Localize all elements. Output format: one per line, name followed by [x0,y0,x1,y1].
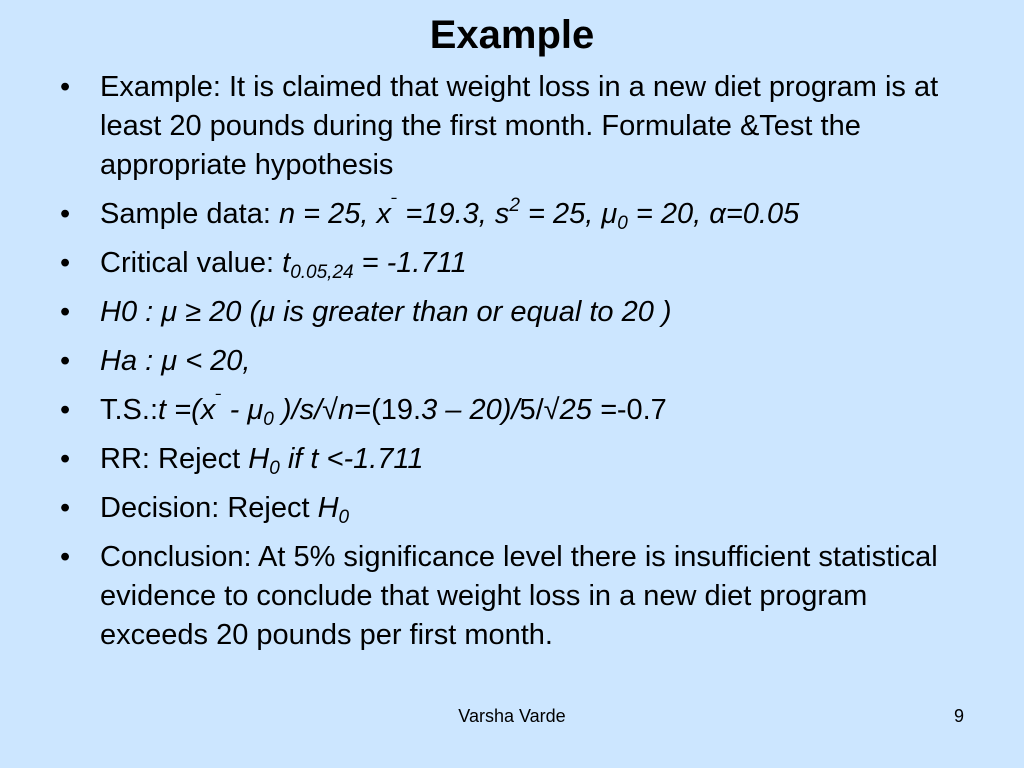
sample-s: = 25, μ [519,198,618,230]
t-subscript: 0.05,24 [290,262,354,283]
critical-value: = -1.711 [353,247,467,279]
bullet-label: Decision: Reject [100,492,318,524]
page-number: 9 [953,706,964,726]
bullet-label: RR: Reject [100,443,249,475]
sample-mean: =19.3, s [397,198,510,230]
ts-part-c: )/s/√n [273,394,355,426]
mu-subscript: 0 [263,409,274,430]
ts-part-b: - μ [221,394,264,426]
h-symbol: H [317,492,339,524]
bullet-item-example [56,68,976,185]
bullet-item-alt-hypothesis [56,342,976,381]
bullet-item-decision [56,489,976,528]
bullet-text: Example: It is claimed that weight loss in a new diet program is at least 20 pounds during the first month. Formulate &Test the appropriate hypothesis [100,71,939,181]
bullet-item-sample-data [56,195,976,234]
bullet-item-rejection-region [56,440,976,479]
bullet-icon: • [60,71,71,103]
bullet-label: Critical value: [100,247,283,279]
bullet-item-critical-value [56,244,976,283]
rr-rest: if t <-1.711 [279,443,424,475]
ts-part-h: -0.7 [616,394,667,426]
sample-n: n = 25, x [278,198,392,230]
bullet-item-conclusion [56,538,976,655]
sample-rest: = 20, α=0.05 [627,198,800,230]
h-subscript: 0 [269,458,280,479]
xbar-mark: ˉ [391,195,398,216]
bullet-item-test-statistic [56,391,976,430]
bullet-icon: • [60,541,71,573]
bullet-icon: • [60,443,71,475]
bullet-item-null-hypothesis [56,293,976,332]
ts-part-d: =(19. [354,394,422,426]
bullet-icon: • [60,247,71,279]
bullet-text: Ha : μ < 20, [100,345,251,377]
bullet-label: Sample data: [100,198,279,230]
bullet-text: Conclusion: At 5% significance level there is insufficient statistical evidence to conclude that weight loss in a new diet program exceeds 20 pounds per first month. [100,541,938,651]
s-exponent: 2 [509,195,520,216]
bullet-icon: • [60,492,71,524]
h-subscript: 0 [338,507,350,528]
h-symbol: H [248,443,270,475]
bullet-label: T.S.: [100,394,159,426]
ts-part-a: t =(x [158,394,216,426]
bullet-icon: • [60,345,71,377]
ts-part-g: 25 = [559,394,617,426]
bullet-icon: • [60,296,71,328]
bullet-icon: • [60,394,71,426]
mu-subscript: 0 [617,213,628,234]
slide-title: Example [429,13,595,57]
bullet-list [56,68,976,665]
xbar-mark: ˉ [215,391,222,412]
bullet-text: H0 : μ ≥ 20 (μ is greater than or equal to 20 ) [100,296,672,328]
t-symbol: t [282,247,291,279]
footer-author: Varsha Varde [458,706,566,726]
ts-part-f: 5/√ [519,394,560,426]
ts-part-e: 3 – 20)/ [421,394,520,426]
bullet-icon: • [60,198,71,230]
